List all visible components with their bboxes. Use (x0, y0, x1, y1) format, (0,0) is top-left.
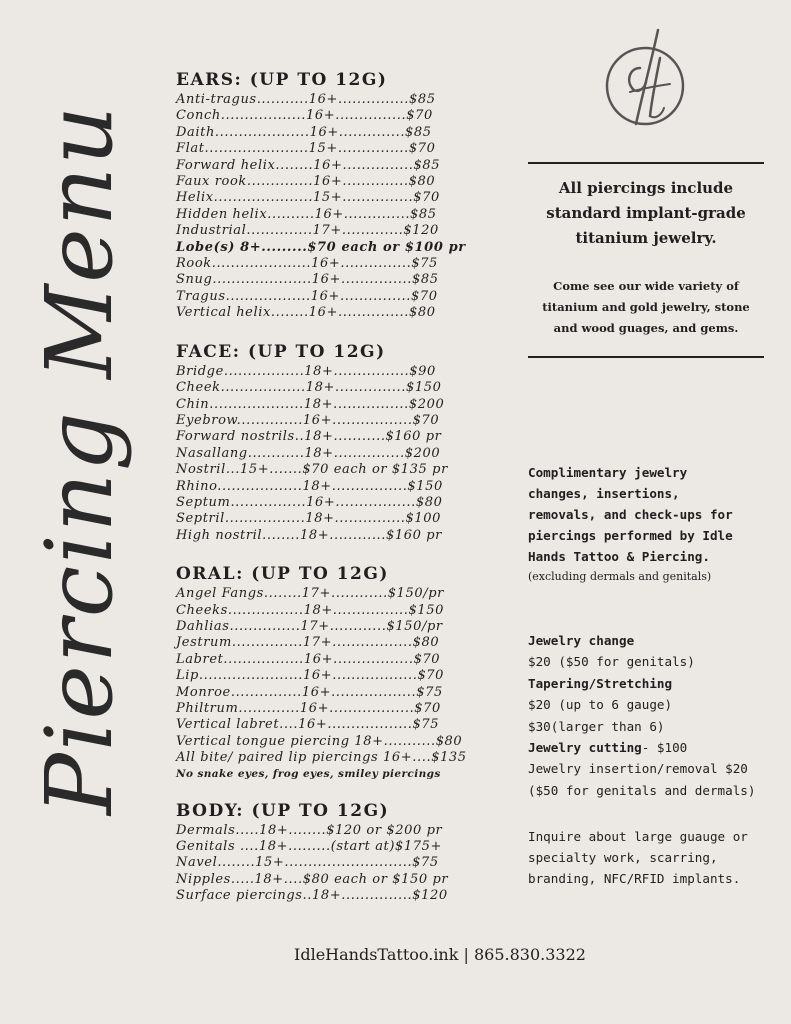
menu-item: Helix.....................15+...............$70 (176, 190, 440, 206)
menu-item: Anti-tragus...........16+...............$85 (176, 92, 436, 107)
complimentary-note: (excluding dermals and genitals) (528, 570, 712, 583)
menu-item: Dahlias...............17+............$150/pr (176, 618, 443, 634)
services-block (528, 630, 783, 801)
jewelry-cutting-row (528, 737, 783, 758)
section-title-oral: ORAL: (UP TO 12G) (176, 564, 389, 585)
info-line: titanium jewelry. (575, 229, 717, 247)
info-line: and wood guages, and gems. (553, 321, 739, 335)
menu-item: Chin....................18+................$200 (176, 396, 445, 412)
insertion-line: ($50 for genitals and dermals) (528, 782, 756, 798)
menu-item: Bridge.................18+................$90 (176, 363, 436, 379)
complimentary-block (528, 462, 778, 587)
menu-item: All bite/ paired lip piercings 16+....$135 (176, 750, 467, 766)
section-face (176, 342, 476, 544)
tapering-price: $20 (up to 6 gauge) (528, 697, 673, 713)
menu-item: Genitals ....18+.........(start at)$175+ (176, 839, 443, 855)
menu-item: Labret.................16+.................$70 (176, 651, 441, 667)
menu-item: Nipples.....18+....$80 each or $150 pr (176, 871, 449, 887)
tapering-label: Tapering/Stretching (528, 675, 673, 691)
menu-item: Septum................16+.................$80 (176, 494, 443, 510)
menu-item: Angel Fangs........17+............$150/pr (176, 586, 445, 602)
menu-item: Vertical labret....16+..................$75 (176, 717, 440, 733)
menu-item: Lobe(s) 8+.........$70 each or $100 pr (176, 239, 466, 255)
section-ears (176, 70, 476, 322)
menu-item: High nostril........18+............$160 pr (176, 527, 442, 543)
menu-item: Nostril...15+.......$70 each or $135 pr (176, 462, 448, 478)
menu-item: Industrial..............17+.............$120 (176, 223, 439, 239)
info-box-title (528, 176, 764, 251)
info-box-subtitle (528, 276, 764, 339)
section-title-body: BODY: (UP TO 12G) (176, 800, 390, 821)
inquire-line: Inquire about large guauge or (528, 829, 748, 844)
complimentary-line: piercings performed by Idle (528, 528, 733, 543)
jewelry-change-label: Jewelry change (528, 633, 635, 648)
menu-item: Rhino..................18+................$150 (176, 478, 443, 494)
menu-item: Monroe...............16+..................$75 (176, 684, 443, 700)
inquire-line: branding, NFC/RFID implants. (528, 871, 741, 886)
insertion-line: Jewelry insertion/removal $20 (528, 761, 748, 777)
menu-item: Lip......................16+..................$70 (176, 668, 445, 684)
menu-item: Philtrum.............16+..................$70 (176, 701, 441, 716)
menu-item: Cheek..................18+...............$150 (176, 380, 442, 396)
menu-item: Faux rook..............16+..............$80 (176, 174, 436, 190)
inquire-line: specialty work, scarring, (528, 850, 718, 865)
menu-item: Cheeks................18+................$150 (176, 602, 445, 618)
menu-item: Tragus..................16+...............$70 (176, 288, 438, 304)
menu-item: Septril.................18+...............$100 (176, 511, 442, 527)
menu-item: Snug.....................16+...............$85 (176, 272, 439, 288)
info-line: All piercings include (558, 179, 734, 197)
menu-item: Rook.....................16+...............$75 (176, 256, 438, 272)
info-line: Come see our wide variety of (553, 279, 739, 293)
divider-bottom (528, 356, 764, 358)
menu-item: Flat......................15+...............$70 (176, 141, 436, 157)
menu-item: Jestrum...............17+.................$80 (176, 635, 440, 651)
info-line: standard implant-grade (546, 204, 746, 222)
section-title-face: FACE: (UP TO 12G) (176, 341, 386, 362)
menu-item: Surface piercings..18+...............$120 (176, 888, 448, 904)
menu-item: Forward nostrils..18+...........$160 pr (176, 429, 442, 445)
complimentary-line: removals, and check-ups for (528, 507, 733, 522)
section-title-ears: EARS: (UP TO 12G) (176, 70, 388, 90)
inquire-block (528, 826, 783, 889)
section-oral (176, 564, 476, 780)
menu-item: Hidden helix..........16+..............$85 (176, 206, 437, 222)
complimentary-line: changes, insertions, (528, 486, 680, 501)
info-line: titanium and gold jewelry, stone (542, 300, 750, 314)
page-title: Piercing Menu (26, 103, 133, 815)
monogram-ih-circle-icon (600, 28, 690, 132)
section-body (176, 801, 476, 905)
menu-item: Forward helix........16+...............$85 (176, 157, 441, 173)
jewelry-cutting-label: Jewelry cutting (528, 740, 642, 756)
menu-item: Dermals.....18+........$120 or $200 pr (176, 822, 443, 838)
jewelry-change-price: $20 ($50 for genitals) (528, 654, 695, 670)
footer-contact: IdleHandsTattoo.ink | 865.830.3322 (294, 945, 586, 964)
menu-item: Nasallang............18+...............$200 (176, 445, 441, 461)
menu-item: Conch..................16+...............$70 (176, 108, 433, 124)
divider-top (528, 162, 764, 164)
oral-note: No snake eyes, frog eyes, smiley piercings (176, 767, 441, 780)
menu-item: Vertical helix........16+...............$80 (176, 305, 436, 321)
menu-item: Navel........15+...........................$75 (176, 855, 439, 871)
complimentary-line: Hands Tattoo & Piercing. (528, 549, 710, 564)
jewelry-cutting-price: - $100 (641, 740, 688, 756)
menu-item: Vertical tongue piercing 18+...........$80 (176, 733, 463, 749)
tapering-price: $30(larger than 6) (528, 718, 665, 734)
menu-item: Daith....................16+..............$85 (176, 124, 432, 140)
complimentary-line: Complimentary jewelry (528, 465, 688, 480)
menu-item: Eyebrow..............16+.................$70 (176, 412, 440, 428)
piercing-menu (176, 70, 476, 925)
